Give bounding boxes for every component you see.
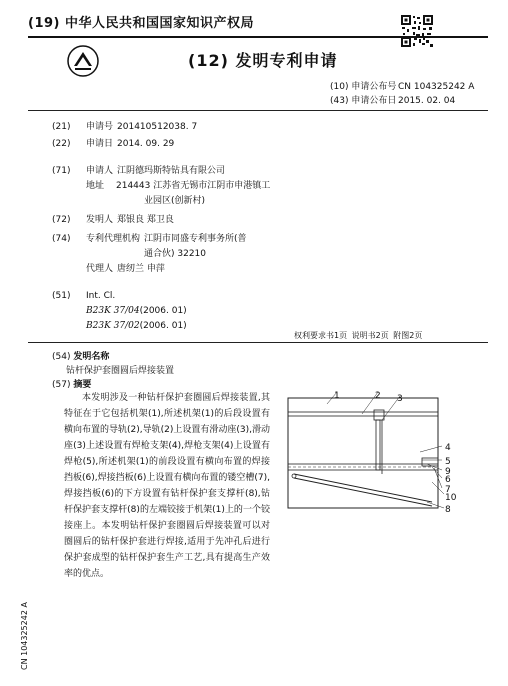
app-date-label: 申请日 bbox=[86, 139, 114, 149]
name-label: 发明名称 bbox=[73, 352, 110, 362]
invention-name: 钻杆保护套圈圆后焊接装置 bbox=[66, 366, 175, 376]
address-label: 地址 bbox=[86, 181, 105, 191]
app-no: 201410512038. 7 bbox=[117, 122, 198, 132]
intcl-code: (51) bbox=[52, 291, 71, 301]
ipc-class-1: B23K 37/04 bbox=[86, 306, 140, 316]
applicant: 江阴德玛斯特钻具有限公司 bbox=[117, 166, 226, 176]
pub-date-label: (43) 申请公布日 bbox=[330, 96, 397, 106]
page-counts: 权利要求书1页 说明书2页 附图2页 bbox=[294, 331, 423, 340]
biblio-rule bbox=[28, 110, 488, 111]
app-date: 2014. 09. 29 bbox=[117, 139, 175, 149]
agent-label: 代理人 bbox=[86, 264, 114, 274]
address-line1: 214443 江苏省无锡市江阴市申港镇工 bbox=[116, 181, 271, 191]
publication-info bbox=[330, 80, 474, 108]
agency-line1: 江阴市同盛专利事务所(普 bbox=[144, 234, 247, 244]
bibliographic-data bbox=[52, 120, 352, 334]
app-no-label: 申请号 bbox=[86, 122, 114, 132]
pub-no-label: (10) 申请公布号 bbox=[330, 82, 397, 92]
side-code-text: CN 104325242 A bbox=[20, 602, 29, 670]
ipc-class-2: B23K 37/02 bbox=[86, 321, 140, 331]
name-code: (54) bbox=[52, 352, 71, 362]
figure-label-10: 10 bbox=[445, 493, 457, 503]
issuing-office: (19) 中华人民共和国国家知识产权局 bbox=[28, 16, 254, 31]
inventor-code: (72) bbox=[52, 215, 71, 225]
applicant-label: 申请人 bbox=[86, 166, 114, 176]
address-line2: 业园区(创新村) bbox=[144, 196, 206, 206]
figure-label-8: 8 bbox=[445, 505, 451, 515]
abstract-label: 摘要 bbox=[73, 380, 92, 390]
agency-line2: 通合伙) 32210 bbox=[144, 249, 207, 259]
app-date-code: (22) bbox=[52, 139, 71, 149]
agency-code: (74) bbox=[52, 234, 71, 244]
document-type: (12) 发明专利申请 bbox=[188, 51, 338, 70]
applicant-code: (71) bbox=[52, 166, 71, 176]
ipc-version-2: (2006. 01) bbox=[139, 321, 187, 331]
agency-label: 专利代理机构 bbox=[86, 234, 141, 244]
inventors: 郑银良 郑卫良 bbox=[117, 215, 174, 225]
header-rule bbox=[28, 36, 488, 38]
pub-no: CN 104325242 A bbox=[398, 82, 475, 92]
figure-label-3: 3 bbox=[397, 394, 403, 404]
side-publication-code bbox=[20, 590, 32, 670]
figure-label-2: 2 bbox=[375, 391, 381, 401]
figure-label-1: 1 bbox=[334, 391, 340, 401]
app-no-code: (21) bbox=[52, 122, 71, 132]
figure-label-6: 6 bbox=[445, 475, 451, 485]
abstract-code: (57) bbox=[52, 380, 71, 390]
intcl-label: Int. Cl. bbox=[86, 291, 116, 301]
inventor-label: 发明人 bbox=[86, 215, 114, 225]
agents: 唐纫兰 申萍 bbox=[117, 264, 165, 274]
abstract-rule bbox=[28, 342, 488, 343]
pub-date: 2015. 02. 04 bbox=[398, 96, 456, 106]
abstract-drawing bbox=[282, 390, 482, 520]
figure-label-4: 4 bbox=[445, 443, 451, 453]
invention-title-block bbox=[52, 350, 174, 392]
figure-label-9: 9 bbox=[445, 467, 451, 477]
abstract-text: 本发明涉及一种钻杆保护套圈圆后焊接装置,其特征在于它包括机架(1),所述机架(1)的后段设置有横向布置的导轨(2),导轨(2)上设置有滑动座(3),滑动座(3)上述设置有焊枪支架(4),焊枪支架(4)上设置有焊枪(5),所述机架(1)的前段设置有横向布置的焊接挡板(6),焊接挡板(6)上设置有横向布置的镂空槽(7),焊接挡板(6)的下方设置有钻杆保护套支撑杆(8),钻杆保护套支撑杆(8)的左端铰接于机架(1)上的一个铰接座上。本发明钻杆保护套圈圆后焊接装置可以对圈圆后的钻杆保护套进行焊接,适用于先冲孔后进行保护套成型的钻杆保护套生产工艺,具有提高生产效率的优点。 bbox=[64, 393, 270, 579]
figure-label-5: 5 bbox=[445, 457, 451, 467]
figure-label-7: 7 bbox=[445, 485, 451, 495]
patent-office-emblem bbox=[66, 44, 100, 78]
ipc-version-1: (2006. 01) bbox=[139, 306, 187, 316]
qr-code bbox=[400, 14, 434, 48]
